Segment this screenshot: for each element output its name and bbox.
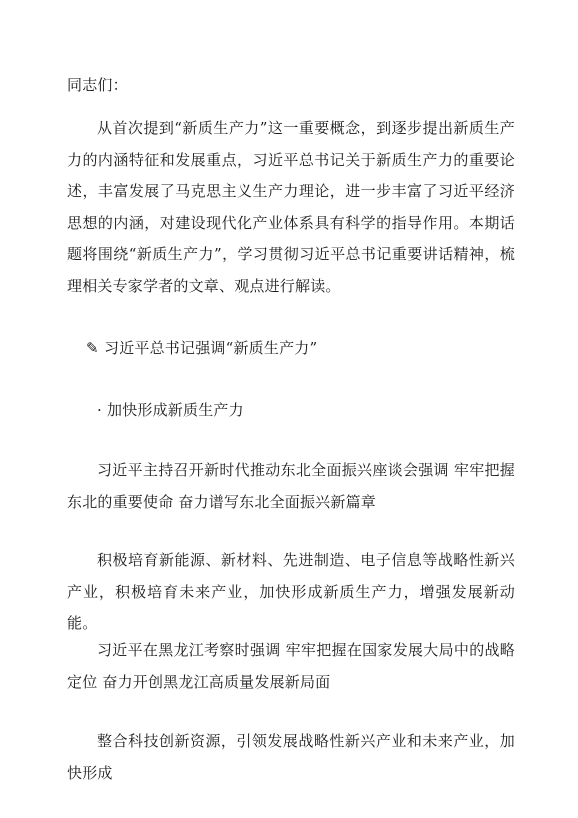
section-heading — [86, 333, 516, 365]
section-heading-text: 习近平总书记强调“新质生产力” — [104, 339, 318, 357]
bullet-icon: · — [97, 401, 102, 419]
news-headline-heilongjiang: 习近平在黑龙江考察时强调 牢牢把握在国家发展大局中的战略定位 奋力开创黑龙江高质量发展新局面 — [67, 641, 515, 691]
news-headline-northeast: 习近平主持召开新时代推动东北全面振兴座谈会强调 牢牢把握东北的重要使命 奋力谱写东北全面振兴新篇章 — [67, 461, 515, 511]
sub-heading-text: 加快形成新质生产力 — [107, 401, 244, 419]
body-paragraph: 积极培育新能源、新材料、先进制造、电子信息等战略性新兴产业，积极培育未来产业，加快形成新质生产力，增强发展新动能。 — [67, 551, 515, 632]
sub-heading — [97, 395, 517, 427]
salutation: 同志们： — [67, 76, 128, 94]
intro-paragraph: 从首次提到“新质生产力”这一重要概念，到逐步提出新质生产力的内涵特征和发展重点，习近平总书记关于新质生产力的重要论述，丰富发展了马克思主义生产力理论，进一步丰富了习近平经济思想的内涵，对建设现代化产业体系具有科学的指导作用。本期话题将围绕“新质生产力”，学习贯彻习近平总书记重要讲话精神，梳理相关专家学者的文章、观点进行解读。 — [67, 119, 515, 295]
pencil-icon: ✎ — [86, 339, 99, 357]
body-paragraph: 整合科技创新资源，引领发展战略性新兴产业和未来产业，加快形成 — [67, 732, 515, 782]
